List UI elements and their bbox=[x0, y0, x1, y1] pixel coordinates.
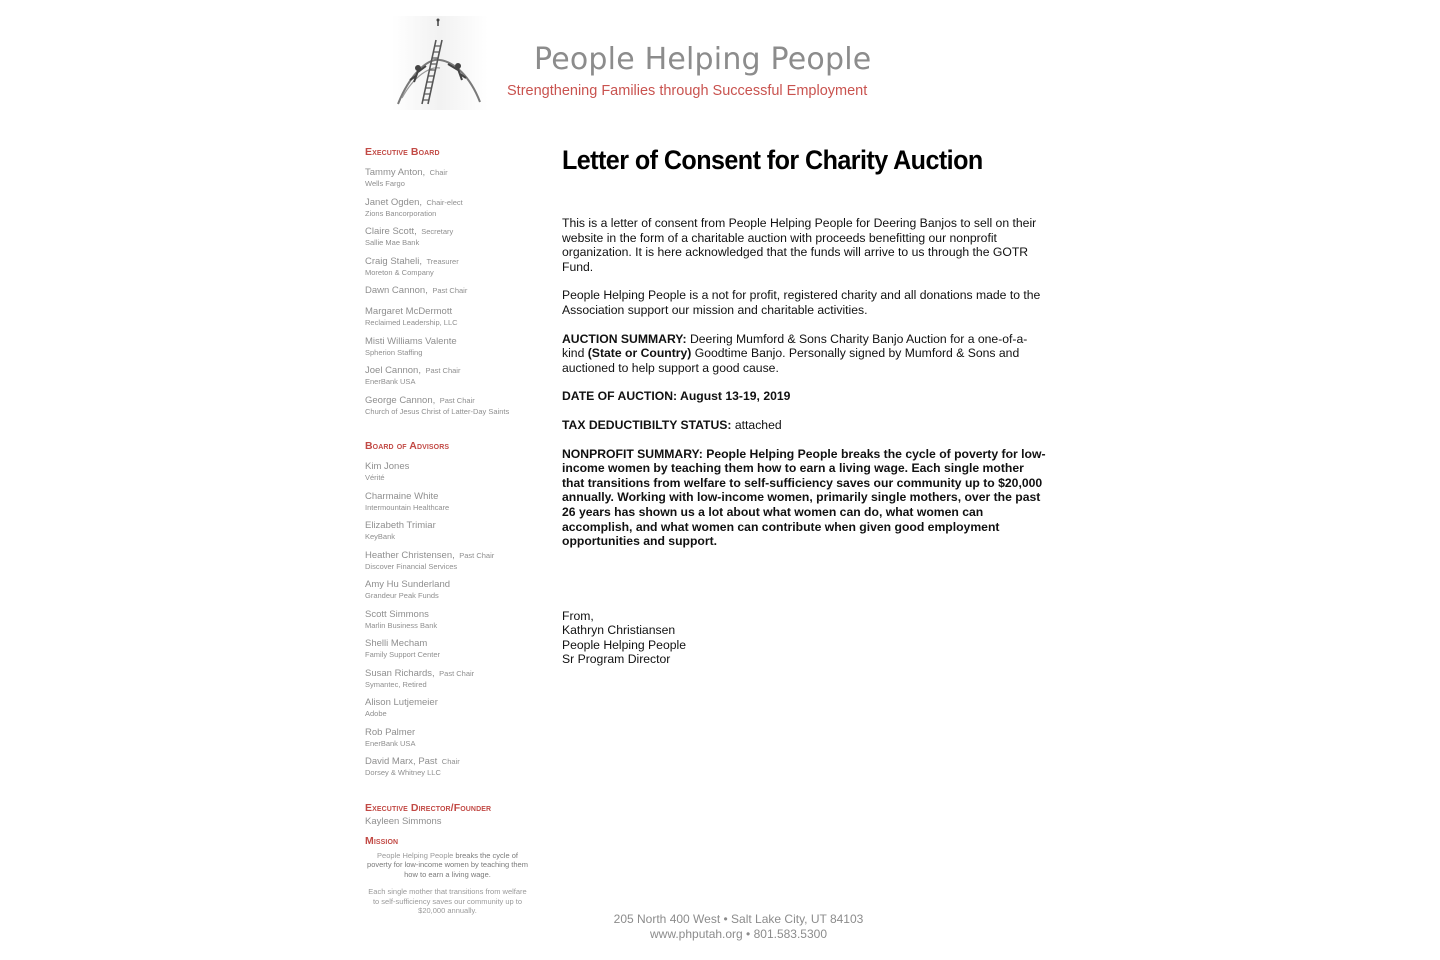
ladder-and-figures-logo-icon bbox=[392, 16, 488, 110]
member-organization: Grandeur Peak Funds bbox=[365, 591, 439, 600]
member-role: Chair bbox=[441, 757, 460, 766]
board-member bbox=[365, 487, 535, 512]
member-organization: Marlin Business Bank bbox=[365, 620, 438, 630]
member-name: Claire Scott, bbox=[365, 226, 417, 237]
mission-statement: breaks the cycle of poverty for low-income women by teaching them how to earn a living wage. bbox=[367, 850, 528, 879]
member-name: Craig Staheli, bbox=[365, 255, 423, 267]
mission-org-name: People Helping People bbox=[377, 850, 454, 860]
member-name: George Cannon, bbox=[365, 394, 436, 406]
board-member bbox=[365, 516, 535, 541]
member-organization: Intermountain Healthcare bbox=[365, 502, 450, 512]
member-name: David Marx, Past bbox=[365, 756, 438, 767]
board-of-advisors-list bbox=[365, 457, 535, 777]
mission-paragraph-1 bbox=[365, 851, 530, 880]
auction-summary-emphasis: (State or Country) bbox=[587, 346, 692, 361]
board-member bbox=[365, 302, 535, 327]
board-of-advisors-heading: Board of Advisors bbox=[365, 440, 450, 452]
member-organization: Church of Jesus Christ of Latter-Day Saints bbox=[365, 406, 510, 416]
member-organization: EnerBank USA bbox=[365, 738, 416, 748]
auction-date: DATE OF AUCTION: August 13-19, 2019 bbox=[562, 389, 791, 404]
board-member bbox=[365, 752, 535, 777]
board-member bbox=[365, 457, 535, 482]
signoff-name: Kathryn Christiansen bbox=[562, 623, 676, 638]
charity-statement: People Helping People is a not for profit, registered charity and all donations made to the Association support our mission and charitable activities. bbox=[562, 288, 1041, 317]
board-member bbox=[365, 193, 535, 218]
member-name: Janet Ogden, bbox=[365, 196, 423, 208]
member-role: Past Chair bbox=[425, 366, 461, 375]
member-name: Joel Cannon, bbox=[365, 365, 421, 376]
mission-paragraph-2: Each single mother that transitions from welfare to self-sufficiency saves our community up to $20,000 annually. bbox=[368, 886, 527, 916]
auction-summary-text-b: Goodtime Banjo. Personally signed by Mumford & Sons and auctioned to help support a good cause. bbox=[562, 346, 1020, 375]
board-member bbox=[365, 361, 535, 386]
member-organization: Moreton & Company bbox=[365, 267, 434, 277]
footer-contact: www.phputah.org • 801.583.5300 bbox=[650, 926, 827, 941]
member-name: Tammy Anton, bbox=[365, 167, 426, 178]
member-organization: Zions Bancorporation bbox=[365, 208, 437, 218]
signoff-title: Sr Program Director bbox=[562, 652, 671, 667]
member-name: Scott Simmons bbox=[365, 608, 429, 620]
tax-status bbox=[562, 418, 1048, 433]
member-name: Heather Christensen, bbox=[365, 549, 455, 561]
member-organization: Sallie Mae Bank bbox=[365, 238, 420, 247]
member-organization: Reclaimed Leadership, LLC bbox=[365, 318, 458, 327]
board-member bbox=[365, 163, 535, 188]
board-member bbox=[365, 332, 535, 357]
member-role: Past Chair bbox=[439, 395, 475, 405]
auction-summary bbox=[562, 332, 1048, 376]
board-member bbox=[365, 281, 535, 297]
member-name: Rob Palmer bbox=[365, 726, 416, 738]
board-member bbox=[365, 693, 535, 718]
org-name: People Helping People bbox=[534, 42, 872, 77]
mission-heading: Mission bbox=[365, 834, 399, 847]
member-organization: Vérité bbox=[365, 473, 385, 482]
letter-title: Letter of Consent for Charity Auction bbox=[562, 145, 983, 175]
member-organization: Symantec, Retired bbox=[365, 679, 427, 689]
member-role: Past Chair bbox=[439, 668, 475, 678]
member-name: Misti Williams Valente bbox=[365, 335, 457, 347]
member-organization: Spherion Staffing bbox=[365, 347, 423, 357]
signoff-org: People Helping People bbox=[562, 637, 686, 652]
member-organization: Family Support Center bbox=[365, 650, 441, 659]
member-organization: Dorsey & Whitney LLC bbox=[365, 768, 441, 777]
board-member bbox=[365, 252, 535, 277]
member-role: Secretary bbox=[421, 227, 454, 236]
member-role: Past Chair bbox=[432, 286, 468, 295]
member-name: Susan Richards, bbox=[365, 667, 435, 679]
board-member bbox=[365, 605, 535, 630]
signoff-from: From, bbox=[562, 608, 594, 623]
member-name: Alison Lutjemeier bbox=[365, 697, 438, 708]
member-organization: Adobe bbox=[365, 709, 387, 718]
board-member bbox=[365, 222, 535, 247]
executive-board-heading: Executive Board bbox=[365, 146, 440, 158]
member-role: Treasurer bbox=[426, 256, 459, 266]
member-name: Margaret McDermott bbox=[365, 306, 453, 317]
member-role: Chair-elect bbox=[426, 197, 463, 207]
member-name: Dawn Cannon, bbox=[365, 285, 428, 296]
footer-address: 205 North 400 West • Salt Lake City, UT 84103 bbox=[613, 912, 864, 926]
auction-summary-text-a: Deering Mumford & Sons Charity Banjo Auction for a one-of-a-kind bbox=[562, 331, 1028, 361]
executive-director-name: Kayleen Simmons bbox=[365, 815, 442, 827]
board-member bbox=[365, 575, 535, 600]
executive-board-list bbox=[365, 163, 535, 415]
letterhead-footer bbox=[0, 912, 1440, 941]
board-member bbox=[365, 723, 535, 748]
board-member bbox=[365, 546, 535, 571]
member-role: Chair bbox=[429, 168, 448, 177]
org-tagline: Strengthening Families through Successful Employment bbox=[507, 83, 868, 99]
tax-status-value: attached bbox=[731, 417, 782, 432]
nonprofit-summary: NONPROFIT SUMMARY: People Helping People breaks the cycle of poverty for low-income women by teaching them how to earn a living wage. Each single mother that transitions from welfare to self-sufficiency saves our community up to $20,000 annually. Working with low-income women, primarily single mothers, over the past 26 years has shown us a lot about what women can do, what women can accomplish, and what women can contribute when given good employment opportunities and support. bbox=[562, 446, 1046, 549]
member-organization: KeyBank bbox=[365, 532, 396, 541]
board-member bbox=[365, 664, 535, 689]
member-name: Shelli Mecham bbox=[365, 638, 428, 649]
member-name: Amy Hu Sunderland bbox=[365, 579, 451, 590]
board-member bbox=[365, 391, 535, 416]
member-organization: EnerBank USA bbox=[365, 377, 416, 386]
auction-summary-label: AUCTION SUMMARY: bbox=[562, 331, 687, 346]
member-role: Past Chair bbox=[459, 550, 495, 560]
letter-body bbox=[562, 145, 1048, 667]
intro-paragraph: This is a letter of consent from People Helping People for Deering Banjos to sell on their website in the form of a charitable auction with proceeds benefitting our nonprofit organization. It is here acknowledged that the funds will arrive to us through the GOTR Fund. bbox=[562, 216, 1037, 274]
member-name: Charmaine White bbox=[365, 490, 439, 502]
mission-text bbox=[365, 851, 530, 917]
letterhead-sidebar bbox=[365, 146, 535, 923]
member-name: Kim Jones bbox=[365, 461, 410, 472]
member-organization: Discover Financial Services bbox=[365, 561, 458, 571]
signoff-block bbox=[562, 609, 1048, 667]
board-member bbox=[365, 634, 535, 659]
executive-director-heading: Executive Director/Founder bbox=[365, 801, 492, 814]
member-name: Elizabeth Trimiar bbox=[365, 520, 436, 531]
tax-status-label: TAX DEDUCTIBILTY STATUS: bbox=[562, 417, 732, 432]
member-organization: Wells Fargo bbox=[365, 179, 405, 188]
